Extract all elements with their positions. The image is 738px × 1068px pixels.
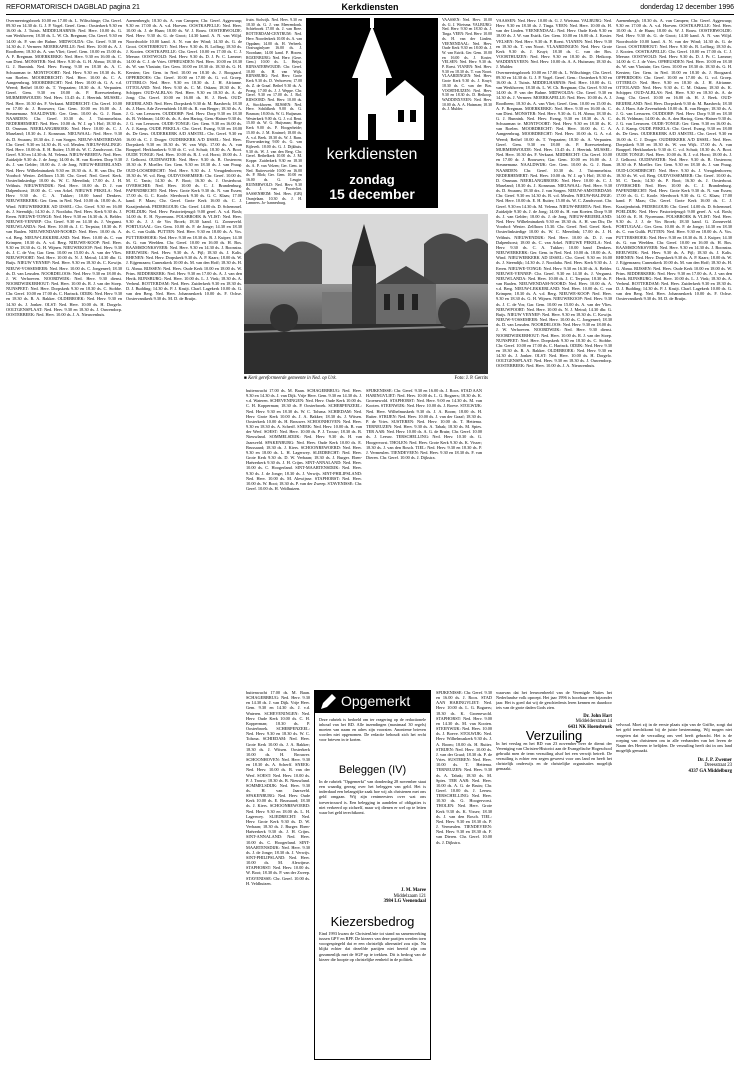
column-6-lower bbox=[616, 718, 732, 1058]
letter-body-beleggen: In de rubriek "Opgemerkt" van donderdag 28 november staat een waardig gereag over het beleggen van geld. Het is inderdaad een belangrijke zaak hoe wij als christenen met ons geld omgaan. Wij zijn rentmeesters over wat ons toevertrouwd is. Een belegging in aandelen of obligaties is niet verkeerd op zichzelf, maar wij dienen er wel op te letten waar het geld terechtkomt. bbox=[319, 779, 426, 815]
letter-heading-beleggen: Beleggen (IV) bbox=[338, 764, 407, 776]
signature-city: 3984 LG Veenendaal bbox=[383, 899, 426, 905]
page-header bbox=[6, 2, 734, 15]
signature-city: 6431 NK Hoensbroek bbox=[568, 724, 612, 730]
signature-name: Dr. John Hart bbox=[583, 713, 612, 719]
signature-city: 4337 GA Middelburg bbox=[688, 768, 732, 774]
opgemerkt-band bbox=[315, 691, 430, 713]
photo-credit: Foto: J. P. Gerrits bbox=[454, 376, 488, 381]
column-4-lower bbox=[436, 690, 492, 1060]
column-3-bottom bbox=[246, 388, 362, 684]
column-2 bbox=[126, 18, 242, 1062]
letter-body: waarvan dat het leeuwenbeeld van de Verenigde Naties het Nederlandse volk oproept. Het jaar 1996 is hoorbaar een bijzonder jaar. Het is goed dat wij de geschiedenis leren kennen en daardoor iets van de grote daden Gods zien. bbox=[496, 690, 612, 711]
opgemerkt-title: Opgemerkt bbox=[341, 693, 411, 709]
letter-heading-verzuiling: Verzuiling bbox=[525, 728, 583, 744]
signature-name: J. M. Maree bbox=[401, 888, 426, 893]
header-left: REFORMATORISCH DAGBLAD pagina 21 bbox=[6, 4, 140, 11]
church-photo-image bbox=[244, 214, 488, 374]
signature-address: Middelderstraat 14 bbox=[575, 719, 612, 725]
column-text: buitenwacht 17.00 ds. M. Baan. SCHAGERBRUG: Ned. Herv. 9.30 en 14.30 ds. J. van Dijk. Vrije Herv. Gem. 9.30 en 14.30 ds. J. v.d. Wateren. SCHEVENINGEN: Ned. Herv. Oude Kerk 10.00 ds. C. H. Kopperman; 18.30 ds. P. Oosterbroek. SCHERPENZEEL: Ned. Herv. 9.30 en 18.30 ds. W. C. Tolsma. SCHIEDAM: Ned. Herv. Grote Kerk 10.00 ds. J. A. Bakker; 18.30 ds. J. Witsen. Oosterkerk 10.00 ds. H. Brouwer. SCHOONHOVEN: Ned. Herv. 9.30 en 18.30 ds. A. Scherff. SNEEK: Ned. Herv. 10.00 ds. B. van der Werf. SOEST: Ned. Herv. 10.00 ds. P. J. Trouw; 18.30 ds. B. Nieuwland. SOMMELSDIJK: Ned. Herv. 9.30 ds. H. van Jaarsveld. SPAKENBURG: Ned. Herv. Oude Kerk 10.00 ds. E. Brussaard; 18.30 ds. J. Kiers. SCHOONREWOERD: Ned. Herv. 9.30 en 18.00 ds. L. H. Lagerwey. SLIEDRECHT: Ned. Herv. Grote Kerk 9.30 ds. D. W. Verbaan; 18.30 ds. J. Burger. Eben-Haëzerkerk 9.30 ds. J. H. Crijns. SINT-ANNALAND: Ned. Herv. 10.00 ds. C. Hoogerland. SINT-MAARTENSDIJK: Ned. Herv. 9.30 ds. J. de Jonge; 18.30 ds. J. Verwijs. SINT-PHILIPSLAND: Ned. Herv. 10.00 ds. M. Alewijnse. STAPHORST: Ned. Herv. 10.00 ds. W. Boot; 18.30 ds. P. van der Zweep. STAVENISSE: Chr. Geref. 10.00 ds. H. Veldhuizen. bbox=[246, 690, 310, 886]
column-5 bbox=[496, 18, 612, 686]
signature-address: Middelzaam 121 bbox=[393, 893, 426, 899]
column-3-top bbox=[246, 18, 302, 208]
column-text: fruin. Stolwijk. Ned. Herv. 9.30 en 18.30 ds. G. J. van Meerendonk. Schiebroek 17.00 ds. J. van Bree. ROTTERDAM-CENTRUM: Ned. Herv. Noorderkerk 10.00 ds. A. van Oppdam; 14.00 ds. H. Verbeek. Oostvaginlyaer 16.00 ds. J. Noordaan; 14.00 kand. P. Hooen. ROZENBURG: Ned. Herv. (Gere. Gem.) 10.00 ds. L. Heijst. RIJNSATERWOUDE: Chr. Geref. 10.00 ds. H. van Wijk. RIJNSBURG: Ned. Herv. Grote Kerk 9.30 ds. D. Verhoeven; 17.00 ds. Z. de Graaf. Bethel 9.30 ds. A. Prong; 17.00 ds. J. J. Weppe. Chr. Geref. 9.30 en 17.00 ds. J. Bol. RIJSOORD: Ned. Herv. 10.00 ds. A. Stockhoven. RIJSSEN: Ned. Herv. Schildkerk 9.00 ds. G. Bosman; 18.00 ds. W. G. Huijsman. Westerkerk 9.00 ds. G. J. v.d. Bent. 15.00 ds. W. G. Huijsman; Hoge Kerk 9.00 ds. P. Hoogerheide; 15.00 ds. J. M. Kruimel; 18.00 ds. A. v.d. Beek. 18.30 ds. W. J. Barn. Elsen-ankering 9.00 ds. G. van Bijlevelt. 18.00 ds. G. J. Dijkhuis. 9.30 ds. W. J. van den Berg. Chr. Geref. Bethelkerk 10.00 ds. J. M. Koppe. Zuiderkerk 9.30 en 18.30 ds. A. P. van Velzen; Ger. Gem. in Ned. Ruiterweide 10.00 en 16.00 ds. P. Blok; Ger. Gem. 10.00 en 16.00 ds. G. Leugte. RUINERWOLD: Ned. Herv. 9.30 ds. J. van Poortvliet. SASSENHEIM: Ned. Herv. (GB) Oranjelaan. 10.30 ds. J. H. Lamners. Jo- hannesburg. bbox=[246, 18, 302, 206]
letter-body-kiezersbedrog: Eind 1993 kwam de ChristenUnie tot stand na samenwerking tussen GPV en RPF. De kiezers van deze partijen werden toen voorgespiegeld dat er een christelijk alternatief zou zijn. Nu blijkt echter dat dezelfde partijen niet bereid zijn om gezamenlijk met de SGP op te trekken. Dit is bedrog van de kiezer die hoopte op christelijke eenheid in de politiek. bbox=[319, 931, 426, 962]
logo-date: 15 december bbox=[329, 186, 415, 202]
column-text: Overmeeringsbroek 10.00 en 17.00 ds. L. Wiltschinge; Chr. Geref. 09.30 en 14.30 dr. G. J. P. Vogel. Geref. Gem.: Oosterkerk 9.30 en 16.00 ds. J. Tuinis. MIDDELHARNIS: Ned. Herv. 10.00 ds. G. van Werkhoven; 18.30 ds. L. W. Ch. Bregman; Chr. Geref. 9.30 en 14.00 ds. P. van der Buhne. MIDWOLDA: Chr. Geref. 9.30 en 14.30 ds. J. Vermeer. MOERKAPELLE: Ned. Herv. 10.00 ds. A. J. Roodbeen; 18.30 ds. A. van Vliet; Geref. Gem. 10.00 en 15.00 ds. A. F. Bregman. MOERKERKE: Ned. Herv. 9.30 en 16.00 ds. C. van Diest. MONSTER: Ned. Herv. 9.30 ds. G. H. Abma; 18.30 ds. G. J. Bunnink. Ned. Herv. Evang. 9.30 en 18.30 ds. A. C. Schuurman te. MONTFOORT: Ned. Herv. 9.30 en 18.30 ds. K. van Roelen. MOORDRECHT: Ned. Herv. 10.00 ds. C. A. Aangeenbrug. MOORDRECHT: Ned. Herv. 10.00 ds. G. A. v.d. Weerd; Bethel 10.00 ds. T. Verpaaten; 18.30 ds. A. Verpaaten. Geref. Gem. 9.30 en 18.00 ds. P. Roerwetenberg. MURMERWOUDE: Ned. Herv. 13.45 ds. J. Heerink. MUSSEL: Ned. Herv. 10.30 drs. F. Verkaart. MIJDRECHT: Chr. Geref. 10.00 en 17.00 dr. J. Brouwers; Gar. Gem. 10.00 en 16.00 ds. J. Steunemanz. NAALDWIJK: Ger. Gem. 10.00 ds. G. J. Baan. NAARDEN: Chr. Geref. 10.30 ds. J. Tuirmmelstra. NEDERHEMERT: Ned. Herv. 10.00 ds. W. J. op 't Hof; 18.30 ds. D. Onsman. NEERLANGBROEK: Ned. Herv. 10.00 ds. C. J. Maseland; 18.30 ds. J. Konsman. NIEUWAAL: Ned. Herv. 9.30 ds. D. Swaans; 18.30 drs. J. van Sorgen. NIEUW-AMSTERDAM: Chr. Geref. 9.30 en 14.30 ds. B. v.d. Meulen. NIEUW-BALINGE: Ned. Herv. 10.00 ds. E. H. Ruiter; 15.00 ds. W. C. Zandsvoort. Chr. Geref. 9.30 en 14.30 ds. M. Velema. NIEUW-BEERTA: Ned. Herv. Zuidzijde 9.30 ds. J. de Jong; 14.00 ds. H. van Koeten. Dorp 9.30 ds. J. van Gelder; 18.00 ds. J. de Jong. NIEUW-BEIJERLAND: Ned. Herv. Wilhelminakerk 9.30 en 18.30 ds. A. H. van Dis; De Voorhof: Wester. Zelfhorn 15.30. Chr. Geref. Ned. Geref. Kerk. Oosterlinkstedige 10.00 ds. W. C. Meerdink; 17.00 ds. J. H. Velthuis. NIEUWENDIJK: Ned. Herv. 10.00 ds. D. J. van Dalpenhorst; 18.00 ds. C. van Arkel. NIEUWE PEKELA: Ned. Herv. 9.30 ds. C. A. Tukker; 10.00 band Denkers. NIEUWERKERK: Ger. Gem. in Ned. Ned. 10.00 ds. 18.00 ds. A. Wind. NIEUWERKERK AD IJSSEL: Chr. Geref. 9.30 en 16.00 ds. J. Steendijk; 14.30 ds. J. Nootlaba. Ned. Herv. Kerk 9.30 ds. J. Eeren. NIEUWE-TONGE: Ned. Herv. 9.30 en 16.30 ds. A. Belder. NIEUWE-VENNEP: Chr. Geref. 9.30 en 14.30 ds. J. Vergunst. NIEUWLANDA: Ned. Herv. 10.00 ds. J. C. Terpstra; 18.30 ds. P. van Baalen. NIEUWENDAM-NOORD: Ned. Herv. 10.00 ds. A. v.d. Berg. NIEUW-LEKKERLAND: Ned. Herv. 10.00 ds. C. van Krimpen; 18.30 ds. A. v.d. Berg. NIEUWE-KOOP: Ned. Herv. 9.30 en 18.30 ds. G. H. Wijnen. NIEUWEKOOP: Ned. Herv. 9.30 ds. J. C. de Vos; Gar. Gem. 10.00 en 15.00 ds. A. van der Vlies. NIEUWPOORT: Ned. Herv. 10.00 ds. N. J. Meiral; 14.30 dhr. G. Buijs. NIEUW VENNEP: Ned. Herv. 9.30 en 18.30 ds. C. Kowijn. NIEUW-VOSSEMEER: Ned. Herv. 10.00 ds. C. Jongeneel; 18.30 ds. D. van Leusden. NOORDELOOS: Ned. Herv. 9.30 en 18.00 ds. J. W. Verhoeven. NOORDWIJK: Ned. Herv. 9.30 dienst. NOORDWIJKERHOUT: Ned. Herv. 10.00 ds. R. J. van der Stoep. NUNSPEET: Ned. Herv. Dorpskerk 9.30 en 18.30 ds. C. Stobbe. Chr. Geref. 10.00 en 17.00 ds. C. Harinck. ODIJK: Ned. Herv. 9.30 en 18.30 ds. R. A. Bakker. OLDEBROEK: Ned. Herv. 9.30 en 14.30 ds. J. Jonker. OLST: Ned. Herv. 10.00 ds. H. Dorgelo. OOLTGENSPLAAT: Ned. Herv. 9.30 en 18.30 ds. J. Ouwendorp. OOSTERBEEK: Ned. Herv. 10.00 ds. J. A. Nieuwenhuis. bbox=[496, 69, 612, 369]
letter-signature bbox=[616, 758, 732, 775]
letter-heading-kiezersbedrog: Kiezersbedrog bbox=[330, 914, 415, 929]
pen-icon bbox=[319, 693, 337, 711]
letter-signature bbox=[384, 888, 426, 905]
column-text: Aaenenbergh; 18.30 ds. A. van Campen; Chr. Geref. Aggewaap; 9.30 en 17.00 ds. A. v.d. Hoeven. OOSTKAPELLE: Ned. Herv. 10.00 ds. J. de Haan; 18.00 ds. W. J. Rouw. OOSTERWOLDE: Ned. Herv. 9.30 ds. G. de Groot; 14.30 kand. A. N. van Wiljd. Noordwolde 10.00 kand. A. N. van der Wind; 14.30 ds. G. de Groot. OOSTERHOUT: Ned. Herv. 9.30 ds. B. Loffing; 18.30 ds. J. Kooten. OOSTKAPELLE: Chr. Geref. 10.00 en 17.00 ds. C. J. Meeuse. OOSTWOLD: Ned. Herv. 9.30 ds. D. J. Pr. C. Lamme; 14.00 dr. C. J. de Vries. OPHEUSDEN: Ned. Herv. 10.00 en 18.30 ds. W. van Vlastuin; Ger. Gem. 10.00 en 18.30 dr. 18.30 ds. G. H. Kersten; Ger. Gem. in Ned. 10.00 en 18.30 ds. J. Boogaard. OPPERDOES: Chr. Geref. 10.00 en 17.00 ds. G. v.d. Groep. OTTERLO: Ned. Herv. 9.30 en 18.30 ds. J. H. Afrianne. OTTOLAND: Ned. Herv. 9.30 ds. C. M. Oskam; 18.30 ds. K. Schipper. OUD-ALBLAS: Ned. Herv. 9.30 en 18.30 ds. A. de Jong; Chr. Geref. 10.00 en 16.00 ds. H. J. Beek. OUD-BEIJERLAND: Ned. Herv. Dorpskerk 9.30 dr. M. Baasbeck; 18.30 ds. J. Harn. Ade Zevenzbierk 10.00 ds. R. van Berger; 18.30 ds. A. J. G. van Leeuwen. OUDDORP: Ned. Herv. Dorp 9.30 en 18.30 ds. B. Veldman; 14.00 ds. ds. A. den Hartog. Gem.-Hainer 9.30 ds. J. G. van Leeuwen. OUDE-TONGE: Ger. Gem. 9.30 en 16.00 ds. A. J. Kamp. OUDE PEKELA: Chr. Geref. Evang. 9.30 en 18.00 ds. De Geus. OUDERKERK A/D AMSTEL: Chr. Geref. 9.30 en 16.00 ds. C. J. Droger. OUDERKERK A/D IJSSEL: Ned. Herv. Dorpskerk 9.30 en 18.30 ds. W. van Wijk. 17.00 ds. A. van Bouppel. Herklaarkerk: 9.30 dr. C. v.d. Schuit; 18.30 ds. A. Boot. OUDE TONGE: Ned. Herv. 10.00 ds. R. J. v.d. Horst; 18.00 ds. J. J. Gelhorst. OUDEWATER: Ned. Herv. 9.30 ds. B. Oosterom; 18.30 dr. P. Moeller. Ger. Gem. 9.30 en 18.30 ds. J. van Praag. OUD-LOOSDRECHT: Ned. Herv. 9.30 ds. J. Vreugdenhoven; 18.30 ds. W. v.d. Berg. OUDVOSSEMEER: Chr. Geref. 10.00 ds. M. C. Tanis; 14.30 ds. P. Boot; 16.30 ds. J. Oosterhout. OVERSCHIE: Ned. Herv. 10.00 ds. C. J. Brandenburg. PAPENDRECHT: Ned. Herv. Grote Kerk 9.30 ds. N. van Essen; 17.00 ds. G. C. Koole. Sleedwork 9.30 ds. G. C. Klaas; 17.00 kand. P. Maas; Chr. Geref. Grote Kerk 16.00 ds. C. J. Kraaijenbrink. PEDERGOUR: Chr. Geref. 14.00 ds. D. Schemmel. POELDIJK: Ned. Herv. Pastorietjeugd: 9.00 geref. A. v.d. Bosh; 14.00 ds. E. H. Nyoemans. POLSBROEK & VLIST: Ned. Herv. 9.30 ds. J. J. de Vos Broek; 18.30 kand. G. Zonneveld. PORTUGAAL: Ger. Gem. 10.00 ds. F. de Jonge; 14.30 en 18.30 ds. C. van Gulik. PUTTEN: Ned. Herv. 9.30 en 18.00 ds. A. Vos. PUTTERSHOEK: Ned. Herv. 9.30 en 18.30 ds. B. J. Kuiper; 14.30 ds. G. van Weelden. Chr. Geref. 10.00 en 16.00 ds. H. Bos. RAAMSDONKSVEER: Ned. Herv. 9.30 en 14.30 ds. J. Boonstra. REEUWIJK: Ned. Herv. 9.30 ds. A. Pijl; 18.30 ds. J. Kalis. RHENEN: Ned. Herv. Dorpskerk 9.30 ds. A. P. Kaars; 18.00 ds. W. J. Eijgenraam; Cunerakerk 10.00 ds. M. van den Hoff; 18.30 ds. H. G. Abma. RIJSSEN: Ned. Herv. Oude Kerk 10.00 en 18.00 ds. W. Prins. RIDDERKERK: Ned. Herv. 9.30 en 17.00 ds. A. J. van den Herik. RIJNSBURG: Ned. Herv. 10.00 ds. L. J. Vink; 18.30 ds. A. Verheul. ROTTERDAM: Ned. Herv. Zuiderkerk 9.30 en 18.30 ds. D. J. Budding; 14.30 ds. P. J. Kruijt. Charl. Lagekerk 10.00 ds. G. van den Berg. Ned. Herv. Johanneskerk 10.00 ds. F. Ochse. Oostervantkerk 9.30 ds. M. D. de Bruijn. bbox=[616, 18, 732, 302]
church-photo bbox=[244, 214, 488, 374]
column-6 bbox=[616, 18, 732, 714]
letter-body: velvoud. Moet zij in de eerste plaats zijn van de Griffie, zorgt dat het geld terechtkomt bij de juiste bestemming. Wij mogen niet vergeten dat de verzuiling ons veel heeft gebracht. Het is de roeping van christenen om in alle verbanden van het leven de Naam des Heeren te belijden. De verzuiling heeft dat in ons land mogelijk gemaakt. bbox=[616, 722, 732, 754]
section-title: Kerkdiensten bbox=[341, 2, 399, 12]
column-1 bbox=[6, 18, 122, 1062]
signature-name: Dr. J. P. Zwemer bbox=[697, 757, 732, 763]
kerkdiensten-logo bbox=[306, 18, 438, 208]
header-date: donderdag 12 december 1996 bbox=[640, 4, 734, 11]
column-text: SPIJKENISSE: Chr. Geref. 9.30 en 16.00 ds. J. Roos. STAD AAN HARINGVLIET: Ned. Herv. 10.00 ds. L. G. Bogaers; 18.30 ds. K. Groenewold. STAPHORST: Ned. Herv. 9.00 en 14.30 ds. M. van Kooten. STEENWIJK: Ned. Herv. 10.00 ds. J. Boeve. STOLWIJK: Ned. Herv. Wilhelmuskerk 9.30 ds. J. A. Boom; 18.00 ds. H. Ruiter. STRIJEN: Ned. Herv. 10.00 ds. J. van der Graaf; 18.30 ds. P. de Vries. SUSTEREN: Ned. Herv. 10.00 ds. T. Hettema. TERNEUZEN: Ned. Herv. 9.30 ds. A. Tabak; 18.30 ds. M. Spies. TER AAR: Ned. Herv. 10.00 ds. A. G. de Bruin; Chr. Geref. 10.00 ds. J. Leeuw. TERSCHELLING: Ned. Herv. 10.30 ds. G. Hoogervorst. THOLEN: Ned. Herv. Grote Kerk 9.30 ds. K. Visser; 18.30 ds. J. van den Bosch. TIEL: Ned. Herv. 9.30 en 18.30 ds. P. J. Vermeulen. TIENDEVEEN: Ned. Herv. 9.30 en 18.30 ds. F. van Dieren. Chr. Geref. 10.00 ds. J. Dijkstra. bbox=[366, 388, 482, 461]
caption-text: ■ Kerk gereformeerde gemeente in Ned. op Urk. bbox=[244, 376, 337, 381]
church-icon bbox=[306, 18, 438, 146]
column-text: VAASSEN: Ned. Herv. 10.00 ds. G. J. Wietsma. VALBURG: Ned. Herv. 9.30 en 18.30 ds. J. Tinga. VEEN: Ned. Herv. 10.00 ds. H. van der Linden. VEENENDAAL: Ned. Herv. Oude Kerk 9.30 en 18.00 ds. J. W. van Estrik. Ger. Gem. 10.00 en 16.00 ds. J. Koster. VELSEN: Ned. Herv. 9.30 ds. P. Roest. VIANEN: Ned. Herv. 9.30 en 18.30 ds. T. van Noort. VLAARDINGEN: Ned. Herv. Grote Kerk 9.30 ds. J. Kruyt; 18.30 ds. C. van der Bos. VOORTHUIZEN: Ned. Herv. 9.30 en 18.30 ds. D. Heikoop. WADDINXVEEN: Ned. Herv. 10.00 ds. A. A. Huisman; 18.30 ds. J. Mulder. bbox=[496, 18, 612, 70]
photo-caption bbox=[244, 376, 488, 384]
column-5-lower bbox=[496, 690, 612, 1060]
column-text: buitenwacht 17.00 ds. M. Baan. SCHAGERBRUG: Ned. Herv. 9.30 en 14.30 ds. J. van Dijk. Vrije Herv. Gem. 9.30 en 14.30 ds. J. v.d. Wateren. SCHEVENINGEN: Ned. Herv. Oude Kerk 10.00 ds. C. H. Kopperman; 18.30 ds. P. Oosterbroek. SCHERPENZEEL: Ned. Herv. 9.30 en 18.30 ds. W. C. Tolsma. SCHIEDAM: Ned. Herv. Grote Kerk 10.00 ds. J. A. Bakker; 18.30 ds. J. Witsen. Oosterkerk 10.00 ds. H. Brouwer. SCHOONHOVEN: Ned. Herv. 9.30 en 18.30 ds. A. Scherff. SNEEK: Ned. Herv. 10.00 ds. B. van der Werf. SOEST: Ned. Herv. 10.00 ds. P. J. Trouw; 18.30 ds. B. Nieuwland. SOMMELSDIJK: Ned. Herv. 9.30 ds. H. van Jaarsveld. SPAKENBURG: Ned. Herv. Oude Kerk 10.00 ds. E. Brussaard; 18.30 ds. J. Kiers. SCHOONREWOERD: Ned. Herv. 9.30 en 18.00 ds. L. H. Lagerwey. SLIEDRECHT: Ned. Herv. Grote Kerk 9.30 ds. D. W. Verbaan; 18.30 ds. J. Burger. Eben-Haëzerkerk 9.30 ds. J. H. Crijns. SINT-ANNALAND: Ned. Herv. 10.00 ds. C. Hoogerland. SINT-MAARTENSDIJK: Ned. Herv. 9.30 ds. J. de Jonge; 18.30 ds. J. Verwijs. SINT-PHILIPSLAND: Ned. Herv. 10.00 ds. M. Alewijnse. STAPHORST: Ned. Herv. 10.00 ds. W. Boot; 18.30 ds. P. van der Zweep. STAVENISSE: Chr. Geref. 10.00 ds. H. Veldhuizen. bbox=[246, 388, 362, 491]
column-text: VAASSEN: Ned. Herv. 10.00 ds. G. J. Wietsma. VALBURG: Ned. Herv. 9.30 en 18.30 ds. J. Tinga. VEEN: Ned. Herv. 10.00 ds. H. van der Linden. VEENENDAAL: Ned. Herv. Oude Kerk 9.30 en 18.00 ds. J. W. van Estrik. Ger. Gem. 10.00 en 16.00 ds. J. Koster. VELSEN: Ned. Herv. 9.30 ds. P. Roest. VIANEN: Ned. Herv. 9.30 en 18.30 ds. T. van Noort. VLAARDINGEN: Ned. Herv. Grote Kerk 9.30 ds. J. Kruyt; 18.30 ds. C. van der Bos. VOORTHUIZEN: Ned. Herv. 9.30 en 18.30 ds. D. Heikoop. WADDINXVEEN: Ned. Herv. 10.00 ds. A. A. Huisman; 18.30 ds. J. Mulder. bbox=[442, 18, 492, 112]
signature-address: Dreesstraat 23 bbox=[704, 763, 732, 769]
column-text: Overmeeringsbroek 10.00 en 17.00 ds. L. Wiltschinge; Chr. Geref. 09.30 en 14.30 dr. G. J. P. Vogel. Geref. Gem.: Oosterkerk 9.30 en 16.00 ds. J. Tuinis. MIDDELHARNIS: Ned. Herv. 10.00 ds. G. van Werkhoven; 18.30 ds. L. W. Ch. Bregman; Chr. Geref. 9.30 en 14.00 ds. P. van der Buhne. MIDWOLDA: Chr. Geref. 9.30 en 14.30 ds. J. Vermeer. MOERKAPELLE: Ned. Herv. 10.00 ds. A. J. Roodbeen; 18.30 ds. A. van Vliet; Geref. Gem. 10.00 en 15.00 ds. A. F. Bregman. MOERKERKE: Ned. Herv. 9.30 en 16.00 ds. C. van Diest. MONSTER: Ned. Herv. 9.30 ds. G. H. Abma; 18.30 ds. G. J. Bunnink. Ned. Herv. Evang. 9.30 en 18.30 ds. A. C. Schuurman te. MONTFOORT: Ned. Herv. 9.30 en 18.30 ds. K. van Roelen. MOORDRECHT: Ned. Herv. 10.00 ds. C. A. Aangeenbrug. MOORDRECHT: Ned. Herv. 10.00 ds. G. A. v.d. Weerd; Bethel 10.00 ds. T. Verpaaten; 18.30 ds. A. Verpaaten. Geref. Gem. 9.30 en 18.00 ds. P. Roerwetenberg. MURMERWOUDE: Ned. Herv. 13.45 ds. J. Heerink. MUSSEL: Ned. Herv. 10.30 drs. F. Verkaart. MIJDRECHT: Chr. Geref. 10.00 en 17.00 dr. J. Brouwers; Gar. Gem. 10.00 en 16.00 ds. J. Steunemanz. NAALDWIJK: Ger. Gem. 10.00 ds. G. J. Baan. NAARDEN: Chr. Geref. 10.30 ds. J. Tuirmmelstra. NEDERHEMERT: Ned. Herv. 10.00 ds. W. J. op 't Hof; 18.30 ds. D. Onsman. NEERLANGBROEK: Ned. Herv. 10.00 ds. C. J. Maseland; 18.30 ds. J. Konsman. NIEUWAAL: Ned. Herv. 9.30 ds. D. Swaans; 18.30 drs. J. van Sorgen. NIEUW-AMSTERDAM: Chr. Geref. 9.30 en 14.30 ds. B. v.d. Meulen. NIEUW-BALINGE: Ned. Herv. 10.00 ds. E. H. Ruiter; 15.00 ds. W. C. Zandsvoort. Chr. Geref. 9.30 en 14.30 ds. M. Velema. NIEUW-BEERTA: Ned. Herv. Zuidzijde 9.30 ds. J. de Jong; 14.00 ds. H. van Koeten. Dorp 9.30 ds. J. van Gelder; 18.00 ds. J. de Jong. NIEUW-BEIJERLAND: Ned. Herv. Wilhelminakerk 9.30 en 18.30 ds. A. H. van Dis; De Voorhof: Wester. Zelfhorn 15.30. Chr. Geref. Ned. Geref. Kerk. Oosterlinkstedige 10.00 ds. W. C. Meerdink; 17.00 ds. J. H. Velthuis. NIEUWENDIJK: Ned. Herv. 10.00 ds. D. J. van Dalpenhorst; 18.00 ds. C. van Arkel. NIEUWE PEKELA: Ned. Herv. 9.30 ds. C. A. Tukker; 10.00 band Denkers. NIEUWERKERK: Ger. Gem. in Ned. Ned. 10.00 ds. 18.00 ds. A. Wind. NIEUWERKERK AD IJSSEL: Chr. Geref. 9.30 en 16.00 ds. J. Steendijk; 14.30 ds. J. Nootlaba. Ned. Herv. Kerk 9.30 ds. J. Eeren. NIEUWE-TONGE: Ned. Herv. 9.30 en 16.30 ds. A. Belder. NIEUWE-VENNEP: Chr. Geref. 9.30 en 14.30 ds. J. Vergunst. NIEUWLANDA: Ned. Herv. 10.00 ds. J. C. Terpstra; 18.30 ds. P. van Baalen. NIEUWENDAM-NOORD: Ned. Herv. 10.00 ds. A. v.d. Berg. NIEUW-LEKKERLAND: Ned. Herv. 10.00 ds. C. van Krimpen; 18.30 ds. A. v.d. Berg. NIEUWE-KOOP: Ned. Herv. 9.30 en 18.30 ds. G. H. Wijnen. NIEUWEKOOP: Ned. Herv. 9.30 ds. J. C. de Vos; Gar. Gem. 10.00 en 15.00 ds. A. van der Vlies. NIEUWPOORT: Ned. Herv. 10.00 ds. N. J. Meiral; 14.30 dhr. G. Buijs. NIEUW VENNEP: Ned. Herv. 9.30 en 18.30 ds. C. Kowijn. NIEUW-VOSSEMEER: Ned. Herv. 10.00 ds. C. Jongeneel; 18.30 ds. D. van Leusden. NOORDELOOS: Ned. Herv. 9.30 en 18.00 ds. J. W. Verhoeven. NOORDWIJK: Ned. Herv. 9.30 dienst. NOORDWIJKERHOUT: Ned. Herv. 10.00 ds. R. J. van der Stoep. NUNSPEET: Ned. Herv. Dorpskerk 9.30 en 18.30 ds. C. Stobbe. Chr. Geref. 10.00 en 17.00 ds. C. Harinck. ODIJK: Ned. Herv. 9.30 en 18.30 ds. R. A. Bakker. OLDEBROEK: Ned. Herv. 9.30 en 14.30 ds. J. Jonker. OLST: Ned. Herv. 10.00 ds. H. Dorgelo. OOLTGENSPLAAT: Ned. Herv. 9.30 en 18.30 ds. J. Ouwendorp. OOSTERBEEK: Ned. Herv. 10.00 ds. J. A. Nieuwenhuis. bbox=[6, 18, 122, 317]
column-text: SPIJKENISSE: Chr. Geref. 9.30 en 16.00 ds. J. Roos. STAD AAN HARINGVLIET: Ned. Herv. 10.00 ds. L. G. Bogaers; 18.30 ds. K. Groenewold. STAPHORST: Ned. Herv. 9.00 en 14.30 ds. M. van Kooten. STEENWIJK: Ned. Herv. 10.00 ds. J. Boeve. STOLWIJK: Ned. Herv. Wilhelmuskerk 9.30 ds. J. A. Boom; 18.00 ds. H. Ruiter. STRIJEN: Ned. Herv. 10.00 ds. J. van der Graaf; 18.30 ds. P. de Vries. SUSTEREN: Ned. Herv. 10.00 ds. T. Hettema. TERNEUZEN: Ned. Herv. 9.30 ds. A. Tabak; 18.30 ds. M. Spies. TER AAR: Ned. Herv. 10.00 ds. A. G. de Bruin; Chr. Geref. 10.00 ds. J. Leeuw. TERSCHELLING: Ned. Herv. 10.30 ds. G. Hoogervorst. THOLEN: Ned. Herv. Grote Kerk 9.30 ds. K. Visser; 18.30 ds. J. van den Bosch. TIEL: Ned. Herv. 9.30 en 18.30 ds. P. J. Vermeulen. TIENDEVEEN: Ned. Herv. 9.30 en 18.30 ds. F. van Dieren. Chr. Geref. 10.00 ds. J. Dijkstra. bbox=[436, 690, 492, 845]
logo-day: zondag bbox=[349, 172, 395, 187]
opgemerkt-box bbox=[314, 690, 431, 1060]
opgemerkt-intro: Deze rubriek is bedoeld om ter reagering op de redactionele inhoud van het RD. Alle inzendingen (maximaal 30 regels) moeten van naam en adres zijn voorzien. Anonieme brieven worden niet opgenomen. De redactie behoudt zich het recht voor brieven in te korten. bbox=[319, 717, 426, 742]
letter-body: In het verslag en het RD van 23 november over de dienst der Vereniging van Christen-Historici aan de Evangelische Hogeschool gebruikt men de term verzuiling alsof het een verwijt betreft. De verzuiling is echter een zegen geweest voor ons land en heeft het christelijk onderwijs en de christelijke organisaties mogelijk gemaakt. bbox=[496, 740, 612, 772]
logo-title: kerkdiensten bbox=[326, 146, 418, 163]
column-4-top bbox=[442, 18, 492, 208]
column-text: Aaenenbergh; 18.30 ds. A. van Campen; Chr. Geref. Aggewaap; 9.30 en 17.00 ds. A. v.d. Hoeven. OOSTKAPELLE: Ned. Herv. 10.00 ds. J. de Haan; 18.00 ds. W. J. Rouw. OOSTERWOLDE: Ned. Herv. 9.30 ds. G. de Groot; 14.30 kand. A. N. van Wiljd. Noordwolde 10.00 kand. A. N. van der Wind; 14.30 ds. G. de Groot. OOSTERHOUT: Ned. Herv. 9.30 ds. B. Loffing; 18.30 ds. J. Kooten. OOSTKAPELLE: Chr. Geref. 10.00 en 17.00 ds. C. J. Meeuse. OOSTWOLD: Ned. Herv. 9.30 ds. D. J. Pr. C. Lamme; 14.00 dr. C. J. de Vries. OPHEUSDEN: Ned. Herv. 10.00 en 18.30 ds. W. van Vlastuin; Ger. Gem. 10.00 en 18.30 dr. 18.30 ds. G. H. Kersten; Ger. Gem. in Ned. 10.00 en 18.30 ds. J. Boogaard. OPPERDOES: Chr. Geref. 10.00 en 17.00 ds. G. v.d. Groep. OTTERLO: Ned. Herv. 9.30 en 18.30 ds. J. H. Afrianne. OTTOLAND: Ned. Herv. 9.30 ds. C. M. Oskam; 18.30 ds. K. Schipper. OUD-ALBLAS: Ned. Herv. 9.30 en 18.30 ds. A. de Jong; Chr. Geref. 10.00 en 16.00 ds. H. J. Beek. OUD-BEIJERLAND: Ned. Herv. Dorpskerk 9.30 dr. M. Baasbeck; 18.30 ds. J. Harn. Ade Zevenzbierk 10.00 ds. R. van Berger; 18.30 ds. A. J. G. van Leeuwen. OUDDORP: Ned. Herv. Dorp 9.30 en 18.30 ds. B. Veldman; 14.00 ds. ds. A. den Hartog. Gem.-Hainer 9.30 ds. J. G. van Leeuwen. OUDE-TONGE: Ger. Gem. 9.30 en 16.00 ds. A. J. Kamp. OUDE PEKELA: Chr. Geref. Evang. 9.30 en 18.00 ds. De Geus. OUDERKERK A/D AMSTEL: Chr. Geref. 9.30 en 16.00 ds. C. J. Droger. OUDERKERK A/D IJSSEL: Ned. Herv. Dorpskerk 9.30 en 18.30 ds. W. van Wijk. 17.00 ds. A. van Bouppel. Herklaarkerk: 9.30 dr. C. v.d. Schuit; 18.30 ds. A. Boot. OUDE TONGE: Ned. Herv. 10.00 ds. R. J. v.d. Horst; 18.00 ds. J. J. Gelhorst. OUDEWATER: Ned. Herv. 9.30 ds. B. Oosterom; 18.30 dr. P. Moeller. Ger. Gem. 9.30 en 18.30 ds. J. van Praag. OUD-LOOSDRECHT: Ned. Herv. 9.30 ds. J. Vreugdenhoven; 18.30 ds. W. v.d. Berg. OUDVOSSEMEER: Chr. Geref. 10.00 ds. M. C. Tanis; 14.30 ds. P. Boot; 16.30 ds. J. Oosterhout. OVERSCHIE: Ned. Herv. 10.00 ds. C. J. Brandenburg. PAPENDRECHT: Ned. Herv. Grote Kerk 9.30 ds. N. van Essen; 17.00 ds. G. C. Koole. Sleedwork 9.30 ds. G. C. Klaas; 17.00 kand. P. Maas; Chr. Geref. Grote Kerk 16.00 ds. C. J. Kraaijenbrink. PEDERGOUR: Chr. Geref. 14.00 ds. D. Schemmel. POELDIJK: Ned. Herv. Pastorietjeugd: 9.00 geref. A. v.d. Bosh; 14.00 ds. E. H. Nyoemans. POLSBROEK & VLIST: Ned. Herv. 9.30 ds. J. J. de Vos Broek; 18.30 kand. G. Zonneveld. PORTUGAAL: Ger. Gem. 10.00 ds. F. de Jonge; 14.30 en 18.30 ds. C. van Gulik. PUTTEN: Ned. Herv. 9.30 en 18.00 ds. A. Vos. PUTTERSHOEK: Ned. Herv. 9.30 en 18.30 ds. B. J. Kuiper; 14.30 ds. G. van Weelden. Chr. Geref. 10.00 en 16.00 ds. H. Bos. RAAMSDONKSVEER: Ned. Herv. 9.30 en 14.30 ds. J. Boonstra. REEUWIJK: Ned. Herv. 9.30 ds. A. Pijl; 18.30 ds. J. Kalis. RHENEN: Ned. Herv. Dorpskerk 9.30 ds. A. P. Kaars; 18.00 ds. W. J. Eijgenraam; Cunerakerk 10.00 ds. M. van den Hoff; 18.30 ds. H. G. Abma. RIJSSEN: Ned. Herv. Oude Kerk 10.00 en 18.00 ds. W. Prins. RIDDERKERK: Ned. Herv. 9.30 en 17.00 ds. A. J. van den Herik. RIJNSBURG: Ned. Herv. 10.00 ds. L. J. Vink; 18.30 ds. A. Verheul. ROTTERDAM: Ned. Herv. Zuiderkerk 9.30 en 18.30 ds. D. J. Budding; 14.30 ds. P. J. Kruijt. Charl. Lagekerk 10.00 ds. G. van den Berg. Ned. Herv. Johanneskerk 10.00 ds. F. Ochse. Oostervantkerk 9.30 ds. M. D. de Bruijn. bbox=[126, 18, 242, 302]
column-3-lower bbox=[246, 690, 310, 1060]
column-4-bottom bbox=[366, 388, 482, 684]
